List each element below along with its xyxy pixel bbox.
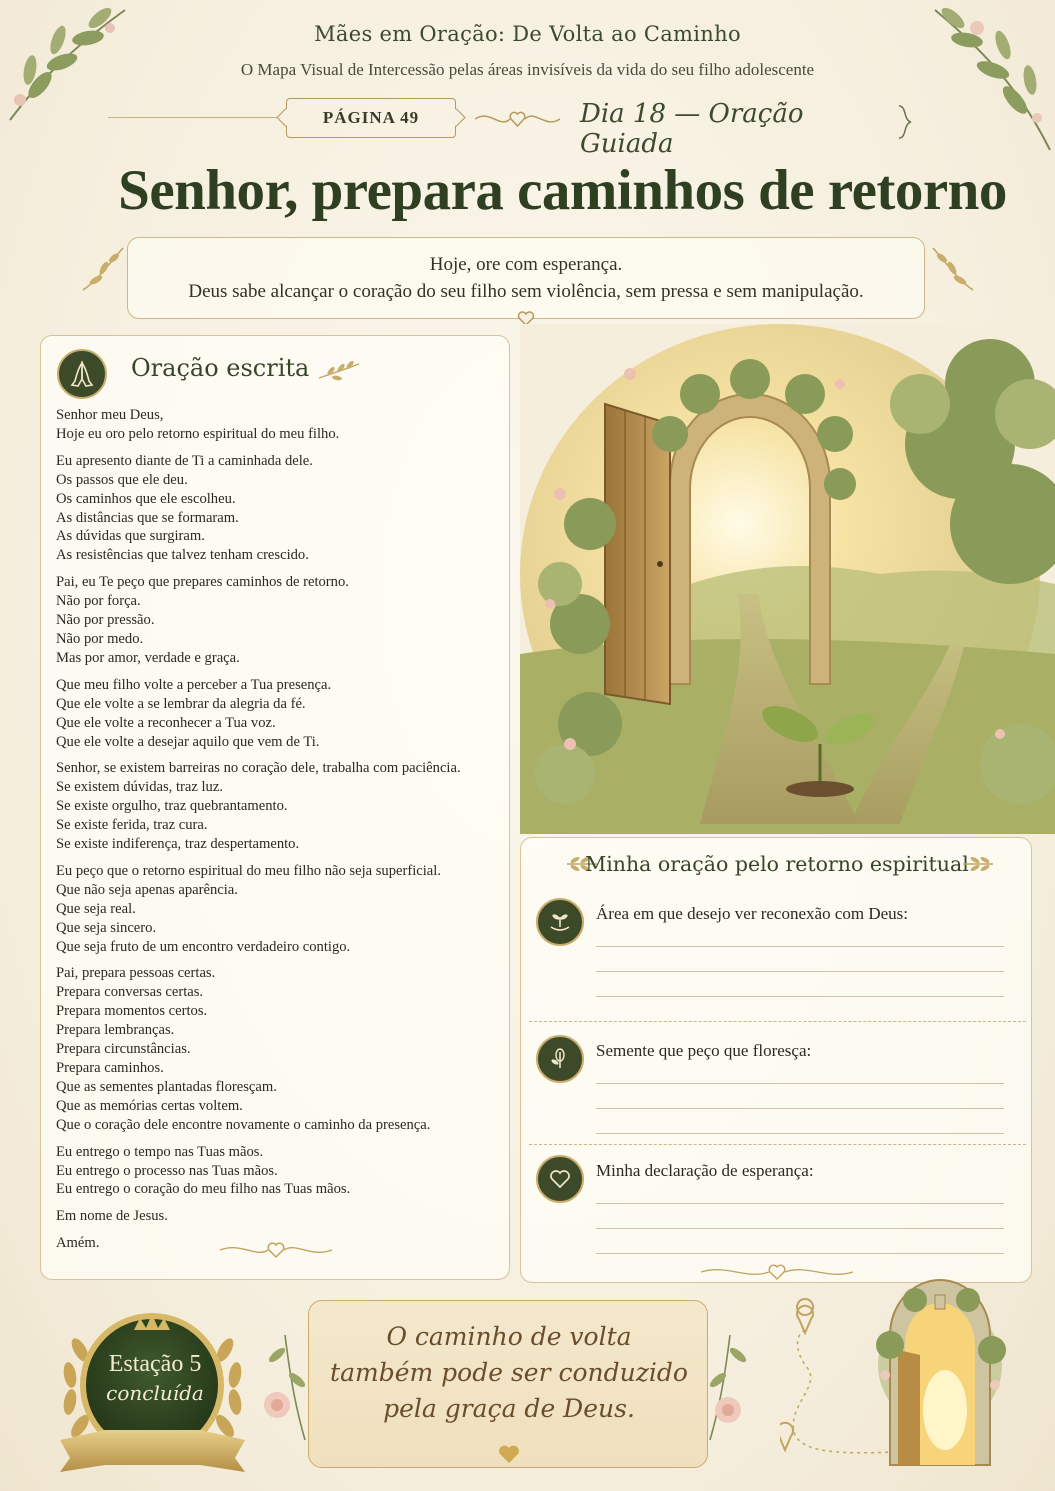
rose-branch-left-icon	[255, 1325, 315, 1445]
sprig-heading-icon	[317, 360, 361, 382]
sprig-heading-right-icon	[961, 854, 997, 874]
sprig-left-icon	[78, 240, 128, 300]
field-label: Área em que desejo ver reconexão com Deus:	[596, 904, 909, 923]
prayer-paragraph: Pai, eu Te peço que prepares caminhos de retorno. Não por força. Não por pressão. Não por medo. Mas por amor, verdade e graça.	[56, 574, 349, 666]
small-gate-illustration	[780, 1275, 1020, 1475]
write-line[interactable]	[596, 1253, 1004, 1254]
day-title: Dia 18 — Oração Guiada	[580, 99, 804, 159]
prayer-paragraph: Eu entrego o tempo nas Tuas mãos. Eu entrego o processo nas Tuas mãos. Eu entrego o coração do meu filho nas Tuas mãos.	[56, 1143, 351, 1198]
intro-line-1: Hoje, ore com esperança.	[429, 254, 623, 275]
quote-line: O caminho de volta	[386, 1322, 632, 1351]
prayer-paragraph: Senhor meu Deus, Hoje eu oro pelo retorno espiritual do meu filho.	[56, 407, 340, 442]
reflection-heading: Minha oração pelo retorno espiritual	[585, 852, 969, 876]
quote-line: também pode ser conduzido	[330, 1358, 688, 1387]
write-line[interactable]	[596, 971, 1004, 972]
brace-right-icon	[895, 104, 915, 140]
dashed-divider	[529, 1144, 1026, 1145]
write-line[interactable]	[596, 996, 1004, 997]
sprig-right-icon	[928, 240, 978, 300]
write-line[interactable]	[596, 1133, 1004, 1134]
write-line[interactable]	[596, 1228, 1004, 1229]
station-label: Estação 5	[108, 1351, 202, 1377]
book-title: Mães em Oração: De Volta ao Caminho	[314, 22, 741, 46]
rose-branch-right-icon	[700, 1325, 760, 1445]
prayer-text	[56, 406, 506, 1261]
prayer-heading: Oração escrita	[131, 354, 310, 382]
field-label: Minha declaração de esperança:	[596, 1161, 814, 1180]
quote-box	[308, 1300, 708, 1468]
field-label: Semente que peço que floresça:	[596, 1041, 812, 1060]
sprout-in-hands-icon	[536, 898, 584, 946]
book-subtitle: O Mapa Visual de Intercessão pelas áreas invisíveis da vida do seu filho adolescente	[240, 60, 815, 79]
prayer-paragraph: Eu apresento diante de Ti a caminhada dele. Os passos que ele deu. Os caminhos que ele escolheu. As distâncias que se formaram. As dúvidas que surgiram. As resistências que talvez tenham crescido.	[56, 452, 313, 564]
dashed-divider	[529, 1021, 1026, 1022]
write-line[interactable]	[596, 1108, 1004, 1109]
prayer-paragraph: Que meu filho volte a perceber a Tua presença. Que ele volte a se lembrar da alegria da fé. Que ele volte a reconhecer a Tua voz. Que ele volte a desejar aquilo que vem de Ti.	[56, 676, 332, 750]
write-line[interactable]	[596, 1203, 1004, 1204]
prayer-paragraph: Amém.	[56, 1235, 100, 1252]
heart-flourish-bottom-icon	[216, 1238, 336, 1260]
reflection-card	[520, 837, 1032, 1283]
prayer-paragraph: Em nome de Jesus.	[56, 1208, 168, 1225]
seedling-icon	[536, 1035, 584, 1083]
intro-box	[127, 237, 925, 319]
station-status: concluída	[106, 1381, 204, 1405]
divider-left	[108, 117, 280, 118]
prayer-paragraph: Pai, prepara pessoas certas. Prepara conversas certas. Prepara momentos certos. Prepara lembranças. Prepara circunstâncias. Prepara caminhos. Que as sementes plantadas floresçam. Que as memórias certas voltem. Que o coração dele encontre novamente o caminho da presença.	[56, 965, 431, 1133]
intro-line-2: Deus sabe alcançar o coração do seu filho sem violência, sem pressa e sem manipulação.	[188, 281, 864, 302]
prayer-paragraph: Eu peço que o retorno espiritual do meu filho não seja superficial. Que não seja apenas aparência. Que seja real. Que seja sincero. Que seja fruto de um encontro verdadeiro contigo.	[56, 862, 441, 955]
page-number-tag: PÁGINA 49	[286, 98, 456, 138]
open-door-path-illustration	[520, 324, 1055, 834]
quote-line: pela graça de Deus.	[383, 1394, 635, 1423]
prayer-paragraph: Senhor, se existem barreiras no coração dele, trabalha com paciência. Se existem dúvidas, traz luz. Se existe orgulho, traz quebrantamento. Se existe ferida, traz cura. Se existe indiferença, traz despertamento.	[56, 760, 461, 853]
write-line[interactable]	[596, 1083, 1004, 1084]
praying-hands-icon	[57, 349, 107, 399]
page-title: Senhor, prepara caminhos de retorno	[118, 159, 1007, 222]
quote-text	[309, 1319, 709, 1427]
heart-icon	[495, 1443, 523, 1465]
heart-icon	[536, 1155, 584, 1203]
written-prayer-card	[40, 335, 510, 1280]
write-line[interactable]	[596, 946, 1004, 947]
ornament-heart-flourish-icon	[470, 104, 565, 134]
